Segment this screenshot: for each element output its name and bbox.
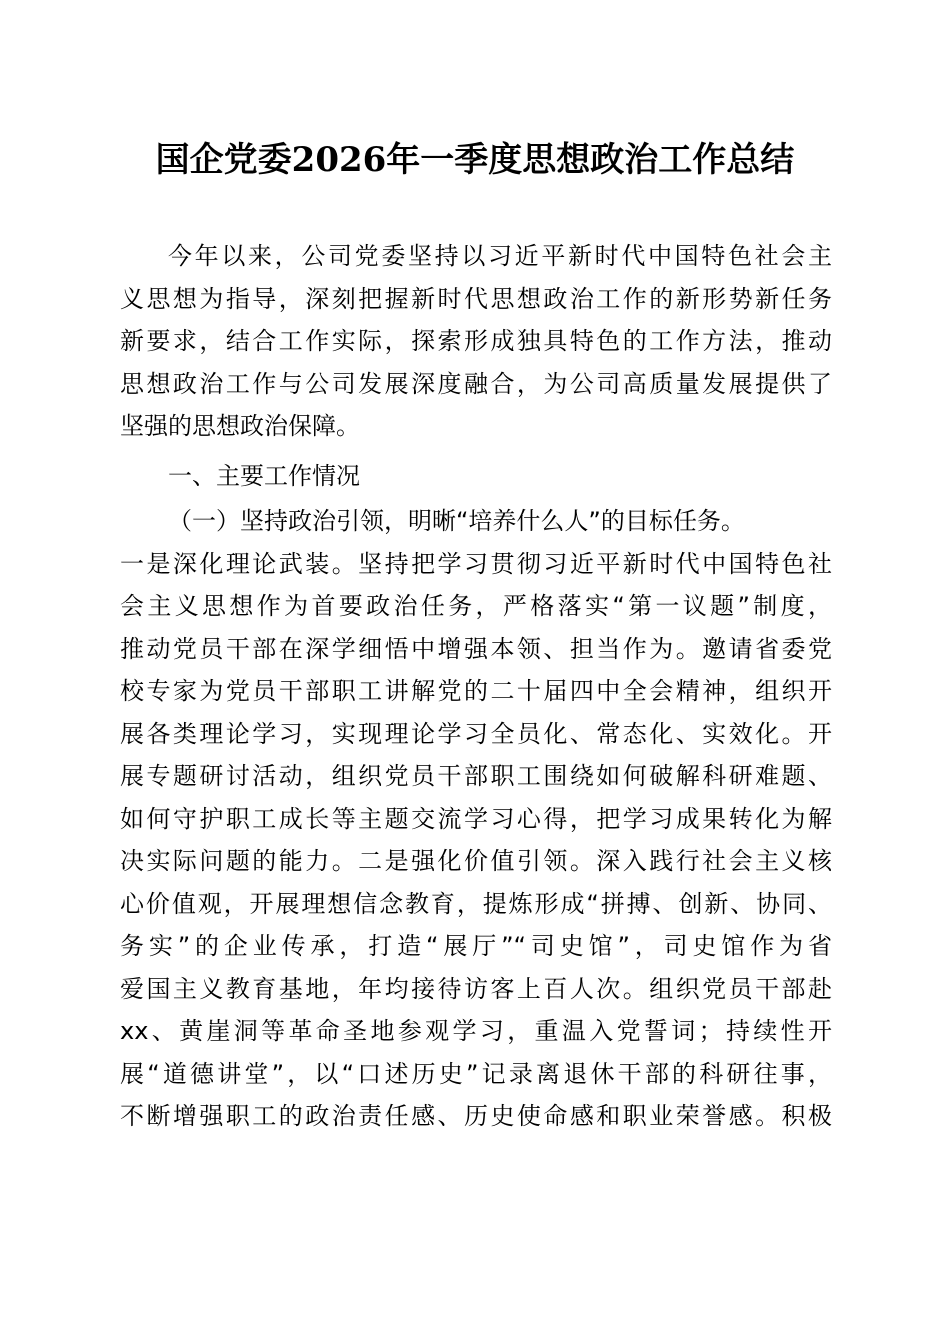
paragraph-line: 务实”的企业传承，打造“展厅”“司史馆”，司史馆作为省: [120, 932, 832, 960]
paragraph-line: 心价值观，开展理想信念教育，提炼形成“拼搏、创新、协同、: [120, 889, 832, 918]
paragraph-line: 推动党员干部在深学细悟中增强本领、担当作为。邀请省委党: [120, 634, 832, 663]
document-title: 国企党委2026年一季度思想政治工作总结: [155, 140, 795, 180]
paragraph-line: 爱国主义教育基地，年均接待访客上百人次。组织党员干部赴: [120, 974, 832, 1003]
intro-paragraph: [120, 235, 832, 448]
paragraph-line: xx、黄崖洞等革命圣地参观学习，重温入党誓词；持续性开: [120, 1017, 832, 1045]
section-1: [120, 455, 832, 498]
paragraph-line: 展专题研讨活动，组织党员干部职工围绕如何破解科研难题、: [120, 762, 832, 790]
paragraph-line: 义思想为指导，深刻把握新时代思想政治工作的新形势新任务: [120, 284, 832, 313]
section-heading: 一、主要工作情况: [168, 462, 360, 490]
section-1-paragraph: [120, 500, 832, 1138]
paragraph-line: 新要求，结合工作实际，探索形成独具特色的工作方法，推动: [120, 327, 832, 355]
paragraph-line: 一是深化理论武装。坚持把学习贯彻习近平新时代中国特色社: [120, 549, 832, 578]
paragraph-line: 如何守护职工成长等主题交流学习心得，把学习成果转化为解: [120, 804, 832, 833]
paragraph-line: 思想政治工作与公司发展深度融合，为公司高质量发展提供了: [120, 369, 832, 398]
subsection-heading: （一）坚持政治引领，明晰“培养什么人”的目标任务。: [168, 507, 745, 535]
paragraph-line: 坚强的思想政治保障。: [120, 412, 360, 440]
paragraph-line: 今年以来，公司党委坚持以习近平新时代中国特色社会主: [168, 242, 832, 270]
paragraph-line: 决实际问题的能力。二是强化价值引领。深入践行社会主义核: [120, 847, 832, 875]
paragraph-line: 展“道德讲堂”，以“口述历史”记录离退休干部的科研往事，: [120, 1059, 832, 1088]
paragraph-line: 校专家为党员干部职工讲解党的二十届四中全会精神，组织开: [120, 677, 832, 705]
paragraph-line: 会主义思想作为首要政治任务，严格落实“第一议题”制度，: [120, 592, 832, 620]
paragraph-line: 不断增强职工的政治责任感、历史使命感和职业荣誉感。积极: [120, 1102, 832, 1130]
paragraph-line: 展各类理论学习，实现理论学习全员化、常态化、实效化。开: [120, 719, 832, 748]
